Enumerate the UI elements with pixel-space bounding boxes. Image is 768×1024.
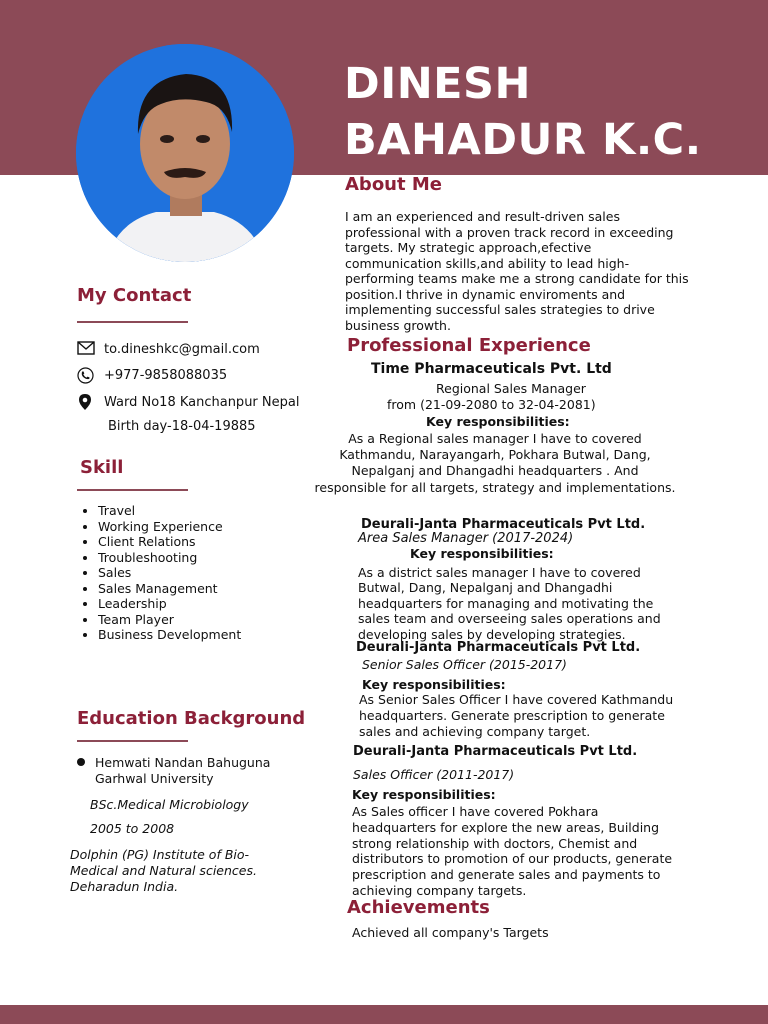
- job4-line: achieving company targets.: [352, 883, 527, 898]
- footer-band: [0, 1005, 768, 1024]
- job1-company: Time Pharmaceuticals Pvt. Ltd: [371, 361, 612, 377]
- job4-line: distributors to promotion of our products, generate: [352, 851, 673, 866]
- achievements-heading: Achievements: [347, 897, 490, 918]
- skill-item: • Team Player: [98, 612, 241, 628]
- skill-item: • Travel: [98, 503, 241, 519]
- job1-line: responsible for all targets, strategy and implementations.: [314, 480, 676, 495]
- job3-line: headquarters. Generate prescription to generate: [359, 708, 665, 723]
- about-line: targets. My strategic approach,efective: [345, 240, 592, 255]
- institute-line-2: Medical and Natural sciences.: [70, 863, 257, 878]
- skill-item: • Working Experience: [98, 519, 241, 535]
- skill-item: • Sales Management: [98, 581, 241, 597]
- institute-line-1: Dolphin (PG) Institute of Bio-: [70, 847, 250, 862]
- contact-address: Ward No18 Kanchanpur Nepal: [104, 395, 300, 410]
- contact-phone[interactable]: +977-9858088035: [104, 368, 228, 383]
- job2-line: sales team and overseeing sales operations and: [358, 611, 661, 626]
- skill-item: • Leadership: [98, 596, 241, 612]
- contact-divider: [77, 321, 188, 323]
- skill-heading: Skill: [80, 457, 124, 478]
- job1-role: Regional Sales Manager: [436, 381, 586, 396]
- job4-line: strong relationship with doctors, Chemist and: [352, 836, 638, 851]
- about-line: I am an experienced and result-driven sales: [345, 209, 620, 224]
- job3-company: Deurali-Janta Pharmaceuticals Pvt Ltd.: [356, 640, 641, 655]
- institute-line-3: Deharadun India.: [70, 879, 179, 894]
- degree: BSc.Medical Microbiology: [90, 797, 249, 812]
- job3-key-responsibilities: Key responsibilities:: [362, 677, 506, 692]
- job2-line: As a district sales manager I have to covered: [358, 565, 641, 580]
- job1-key-responsibilities: Key responsibilities:: [426, 414, 570, 429]
- portrait-illustration: [76, 44, 294, 262]
- about-line: communication skills,and ability to lead high-: [345, 256, 630, 271]
- name-line-1: DINESH: [344, 59, 532, 109]
- job2-line: Butwal, Dang, Nepalganj and Dhangadhi: [358, 580, 613, 595]
- about-line: implementing successful sales strategies to drive: [345, 302, 655, 317]
- job1-line: Nepalganj and Dhangadhi headquarters . And: [351, 463, 639, 478]
- phone-icon: [77, 367, 94, 384]
- job3-role: Senior Sales Officer (2015-2017): [362, 657, 567, 672]
- about-line: performing teams make me a strong candidate for this: [345, 271, 689, 286]
- mail-icon: [77, 341, 95, 355]
- skill-divider: [77, 489, 188, 491]
- university-line-2: Garhwal University: [95, 771, 214, 786]
- achievement-item: Achieved all company's Targets: [352, 925, 549, 940]
- job1-dates: from (21-09-2080 to 32-04-2081): [387, 397, 596, 412]
- job1-line: As a Regional sales manager I have to covered: [348, 431, 642, 446]
- contact-birthday: Birth day-18-04-19885: [108, 419, 256, 434]
- name-line-2: BAHADUR K.C.: [344, 115, 702, 165]
- job4-company: Deurali-Janta Pharmaceuticals Pvt Ltd.: [353, 744, 638, 759]
- skill-item: • Business Development: [98, 627, 241, 643]
- skill-item: • Sales: [98, 565, 241, 581]
- contact-email[interactable]: to.dineshkc@gmail.com: [104, 342, 260, 357]
- education-divider: [77, 740, 188, 742]
- education-heading: Education Background: [77, 708, 306, 729]
- job3-line: sales and achieving company target.: [359, 724, 591, 739]
- location-pin-icon: [78, 393, 92, 411]
- about-line: position.I thrive in dynamic enviroments and: [345, 287, 626, 302]
- profile-photo: [76, 44, 294, 262]
- contact-heading: My Contact: [77, 285, 192, 306]
- degree-years: 2005 to 2008: [90, 821, 175, 836]
- job2-company: Deurali-Janta Pharmaceuticals Pvt Ltd.: [361, 517, 646, 532]
- job2-role: Area Sales Manager (2017-2024): [358, 531, 574, 546]
- bullet-icon: [76, 757, 86, 767]
- candidate-name: [344, 56, 702, 168]
- skill-item: • Troubleshooting: [98, 550, 241, 566]
- job4-line: As Sales officer I have covered Pokhara: [352, 804, 599, 819]
- job1-line: Kathmandu, Narayangarh, Pokhara Butwal, Dang,: [339, 447, 651, 462]
- skill-list: [80, 503, 241, 643]
- job4-key-responsibilities: Key responsibilities:: [352, 787, 496, 802]
- job3-line: As Senior Sales Officer I have covered Kathmandu: [359, 692, 674, 707]
- job4-line: prescription and generate sales and payments to: [352, 867, 661, 882]
- job4-line: headquarters for explore the new areas, Building: [352, 820, 660, 835]
- job2-key-responsibilities: Key responsibilities:: [410, 546, 554, 561]
- about-line: business growth.: [345, 318, 451, 333]
- experience-heading: Professional Experience: [347, 335, 591, 356]
- job2-line: developing sales by developing strategies.: [358, 627, 626, 642]
- job4-role: Sales Officer (2011-2017): [353, 767, 515, 782]
- skill-item: • Client Relations: [98, 534, 241, 550]
- about-line: professional with a proven track record in exceeding: [345, 225, 674, 240]
- university-line-1: Hemwati Nandan Bahuguna: [95, 755, 271, 770]
- about-heading: About Me: [345, 174, 442, 195]
- job2-line: headquarters for managing and motivating the: [358, 596, 654, 611]
